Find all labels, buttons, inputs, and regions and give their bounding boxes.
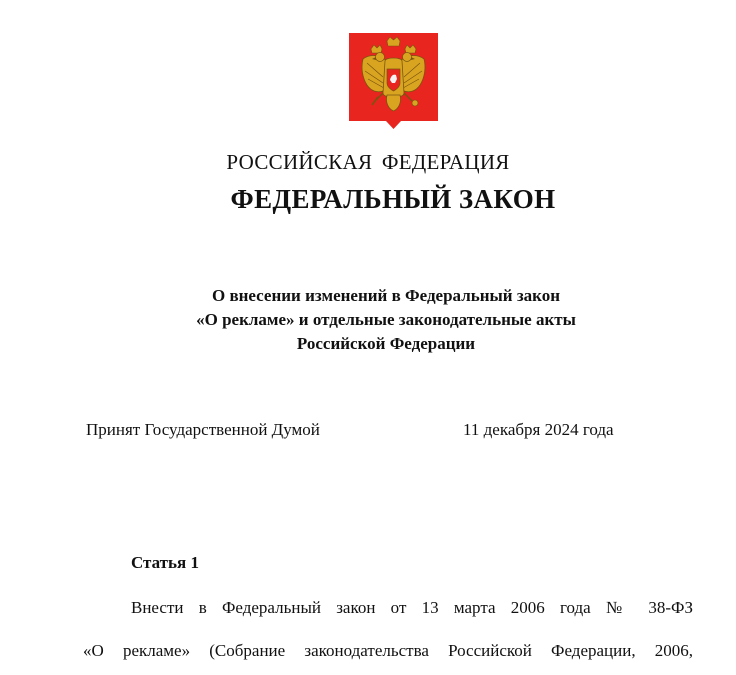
article-text-line: «О рекламе» (Собрание законодательства Российской Федерации, 2006,	[83, 641, 693, 660]
document-type: ФЕДЕРАЛЬНЫЙ ЗАКОН	[230, 184, 556, 214]
article-heading: Статья 1	[131, 553, 199, 572]
adopted-by: Принят Государственной Думой	[86, 420, 320, 439]
law-title-line: О внесении изменений в Федеральный закон	[211, 286, 561, 305]
article-text-line: Внести в Федеральный закон от 13 марта 2006 года № 38-ФЗ	[131, 598, 693, 617]
law-title	[0, 284, 736, 356]
adoption-date: 11 декабря 2024 года	[463, 420, 614, 439]
country-name: РОССИЙСКАЯ ФЕДЕРАЦИЯ	[226, 150, 510, 174]
law-title-line: «О рекламе» и отдельные законодательные акты	[196, 310, 576, 329]
coat-of-arms-icon	[349, 33, 438, 129]
law-title-line: Российской Федерации	[296, 334, 476, 353]
